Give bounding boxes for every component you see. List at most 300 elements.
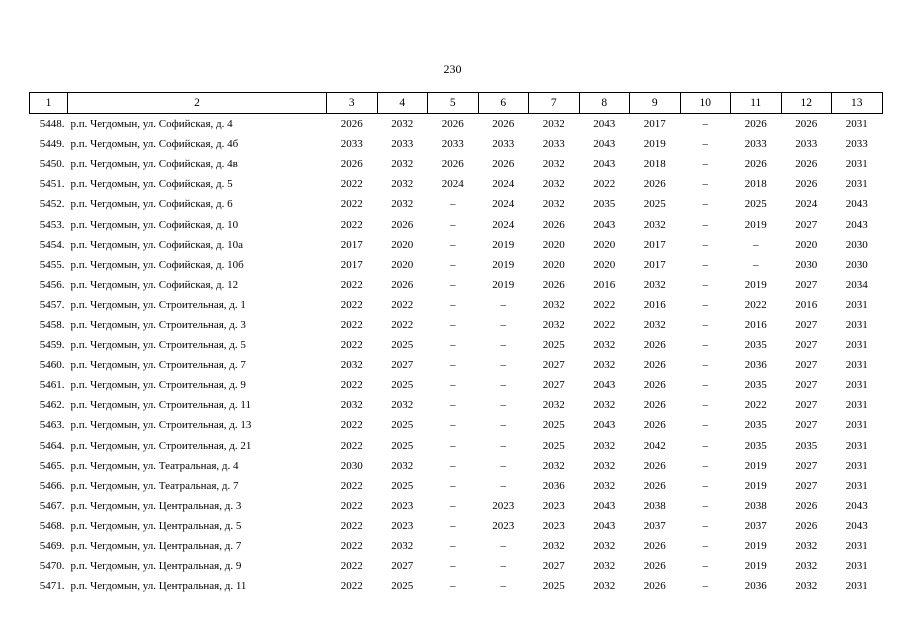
row-number-cell: 5462. [39, 399, 65, 412]
year-cell: 2032 [593, 560, 616, 573]
year-cell: 2036 [744, 580, 767, 593]
year-cell: – [702, 499, 708, 512]
year-cell: – [450, 379, 456, 392]
year-cell: 2035 [744, 339, 767, 352]
year-cell: 2019 [492, 238, 515, 251]
row-number-cell: 5469. [39, 540, 65, 553]
year-cell: 2017 [643, 118, 666, 131]
row-number-cell: 5465. [39, 459, 65, 472]
year-cell: 2026 [492, 118, 515, 131]
address-cell: р.п. Чегдомын, ул. Строительная, д. 5 [70, 339, 246, 352]
table-row [30, 174, 883, 194]
year-cell: 2026 [643, 540, 666, 553]
year-cell: 2033 [492, 138, 515, 151]
year-cell: 2031 [845, 298, 868, 311]
year-cell: 2022 [340, 519, 363, 532]
year-cell: 2025 [391, 439, 414, 452]
row-number-cell: 5453. [39, 218, 65, 231]
column-header: 2 [68, 93, 327, 114]
year-cell: 2032 [795, 540, 818, 553]
year-cell: 2030 [795, 258, 818, 271]
row-number-cell: 5459. [39, 339, 65, 352]
year-cell: 2032 [542, 318, 565, 331]
year-cell: – [702, 540, 708, 553]
year-cell: 2022 [593, 298, 616, 311]
year-cell: 2030 [845, 258, 868, 271]
year-cell: 2027 [795, 318, 818, 331]
year-cell: 2043 [845, 519, 868, 532]
year-cell: – [753, 258, 759, 271]
year-cell: 2032 [593, 399, 616, 412]
year-cell: – [500, 399, 506, 412]
year-cell: 2026 [643, 178, 666, 191]
row-number-cell: 5448. [39, 118, 65, 131]
table-row [30, 154, 883, 174]
year-cell: 2023 [391, 499, 414, 512]
year-cell: 2033 [391, 138, 414, 151]
address-cell: р.п. Чегдомын, ул. Центральная, д. 3 [70, 499, 242, 512]
year-cell: 2026 [643, 580, 666, 593]
year-cell: – [450, 519, 456, 532]
address-cell: р.п. Чегдомын, ул. Театральная, д. 7 [70, 479, 239, 492]
year-cell: 2017 [643, 258, 666, 271]
year-cell: 2043 [593, 519, 616, 532]
year-cell: 2043 [593, 419, 616, 432]
year-cell: – [702, 258, 708, 271]
year-cell: 2016 [643, 298, 666, 311]
year-cell: 2032 [593, 439, 616, 452]
address-cell: р.п. Чегдомын, ул. Строительная, д. 9 [70, 379, 246, 392]
year-cell: 2031 [845, 560, 868, 573]
year-cell: 2026 [492, 158, 515, 171]
column-header: 7 [529, 93, 580, 114]
year-cell: 2027 [795, 339, 818, 352]
year-cell: 2020 [542, 238, 565, 251]
table-row [30, 476, 883, 496]
year-cell: 2031 [845, 439, 868, 452]
year-cell: 2022 [593, 318, 616, 331]
year-cell: 2019 [744, 479, 767, 492]
address-cell: р.п. Чегдомын, ул. Строительная, д. 7 [70, 359, 246, 372]
year-cell: 2043 [845, 218, 868, 231]
table-body [30, 114, 883, 597]
year-cell: – [450, 419, 456, 432]
column-header: 12 [781, 93, 832, 114]
year-cell: 2024 [492, 178, 515, 191]
year-cell: 2037 [643, 519, 666, 532]
column-header: 13 [832, 93, 883, 114]
row-number-cell: 5470. [39, 560, 65, 573]
year-cell: 2032 [593, 479, 616, 492]
row-number-cell: 5464. [39, 439, 65, 452]
year-cell: – [702, 178, 708, 191]
year-cell: 2026 [340, 118, 363, 131]
year-cell: 2032 [542, 459, 565, 472]
year-cell: 2033 [542, 138, 565, 151]
year-cell: 2032 [391, 178, 414, 191]
year-cell: 2016 [593, 278, 616, 291]
year-cell: 2022 [340, 499, 363, 512]
year-cell: 2020 [391, 238, 414, 251]
year-cell: 2043 [593, 118, 616, 131]
column-header: 1 [30, 93, 68, 114]
year-cell: 2019 [744, 218, 767, 231]
year-cell: 2026 [441, 118, 464, 131]
year-cell: 2022 [340, 339, 363, 352]
year-cell: 2031 [845, 399, 868, 412]
year-cell: – [753, 238, 759, 251]
address-cell: р.п. Чегдомын, ул. Центральная, д. 5 [70, 519, 242, 532]
year-cell: 2030 [845, 238, 868, 251]
year-cell: 2022 [744, 298, 767, 311]
year-cell: 2027 [795, 379, 818, 392]
year-cell: 2031 [845, 339, 868, 352]
year-cell: 2031 [845, 580, 868, 593]
address-cell: р.п. Чегдомын, ул. Софийская, д. 10б [70, 258, 244, 271]
year-cell: 2020 [391, 258, 414, 271]
table-row [30, 516, 883, 536]
year-cell: – [500, 379, 506, 392]
year-cell: 2032 [542, 399, 565, 412]
row-number-cell: 5455. [39, 258, 65, 271]
address-cell: р.п. Чегдомын, ул. Театральная, д. 4 [70, 459, 239, 472]
row-number-cell: 5452. [39, 198, 65, 211]
table-row [30, 355, 883, 375]
year-cell: 2025 [542, 419, 565, 432]
year-cell: 2022 [391, 298, 414, 311]
year-cell: 2026 [744, 158, 767, 171]
year-cell: – [500, 359, 506, 372]
page-number: 230 [443, 62, 462, 76]
year-cell: 2038 [744, 499, 767, 512]
year-cell: 2020 [542, 258, 565, 271]
year-cell: – [450, 459, 456, 472]
year-cell: 2025 [744, 198, 767, 211]
year-cell: – [702, 479, 708, 492]
row-number-cell: 5450. [39, 158, 65, 171]
column-header: 3 [327, 93, 378, 114]
year-cell: – [450, 359, 456, 372]
year-cell: 2019 [744, 560, 767, 573]
address-cell: р.п. Чегдомын, ул. Софийская, д. 10 [70, 218, 239, 231]
column-header: 10 [680, 93, 731, 114]
year-cell: 2024 [795, 198, 818, 211]
address-cell: р.п. Чегдомын, ул. Центральная, д. 9 [70, 560, 242, 573]
address-cell: р.п. Чегдомын, ул. Софийская, д. 4б [70, 138, 239, 151]
year-cell: 2020 [593, 258, 616, 271]
table-row [30, 496, 883, 516]
row-number-cell: 5471. [39, 580, 65, 593]
year-cell: 2032 [643, 278, 666, 291]
row-number-cell: 5458. [39, 318, 65, 331]
year-cell: 2026 [441, 158, 464, 171]
row-number-cell: 5461. [39, 379, 65, 392]
year-cell: 2027 [795, 359, 818, 372]
year-cell: – [702, 158, 708, 171]
year-cell: – [702, 519, 708, 532]
column-header: 4 [377, 93, 428, 114]
year-cell: 2025 [391, 379, 414, 392]
table-row [30, 114, 883, 135]
year-cell: 2031 [845, 318, 868, 331]
year-cell: 2017 [340, 238, 363, 251]
year-cell: 2032 [391, 540, 414, 553]
year-cell: 2034 [845, 278, 868, 291]
address-cell: р.п. Чегдомын, ул. Софийская, д. 10а [70, 238, 243, 251]
table-row [30, 315, 883, 335]
year-cell: 2023 [492, 499, 515, 512]
year-cell: – [450, 278, 456, 291]
table-row [30, 456, 883, 476]
year-cell: – [702, 359, 708, 372]
year-cell: 2033 [441, 138, 464, 151]
year-cell: 2023 [391, 519, 414, 532]
year-cell: 2032 [391, 198, 414, 211]
year-cell: – [500, 540, 506, 553]
year-cell: – [702, 218, 708, 231]
table-row [30, 295, 883, 315]
year-cell: 2026 [340, 158, 363, 171]
year-cell: – [702, 138, 708, 151]
table-row [30, 235, 883, 255]
address-cell: р.п. Чегдомын, ул. Строительная, д. 3 [70, 318, 246, 331]
table-row [30, 576, 883, 596]
table-row [30, 436, 883, 456]
column-header: 11 [731, 93, 782, 114]
year-cell: 2038 [643, 499, 666, 512]
year-cell: 2025 [391, 339, 414, 352]
year-cell: – [450, 399, 456, 412]
column-header: 9 [630, 93, 681, 114]
year-cell: – [702, 580, 708, 593]
row-number-cell: 5457. [39, 298, 65, 311]
year-cell: 2026 [542, 278, 565, 291]
year-cell: – [450, 198, 456, 211]
year-cell: 2035 [795, 439, 818, 452]
row-number-cell: 5456. [39, 278, 65, 291]
year-cell: 2031 [845, 479, 868, 492]
year-cell: 2033 [744, 138, 767, 151]
year-cell: – [450, 238, 456, 251]
row-number-cell: 5451. [39, 178, 65, 191]
year-cell: 2018 [643, 158, 666, 171]
year-cell: 2027 [795, 419, 818, 432]
address-cell: р.п. Чегдомын, ул. Строительная, д. 1 [70, 298, 246, 311]
row-number-cell: 5454. [39, 238, 65, 251]
year-cell: 2032 [643, 318, 666, 331]
year-cell: 2031 [845, 419, 868, 432]
year-cell: 2026 [744, 118, 767, 131]
year-cell: 2031 [845, 459, 868, 472]
table-row [30, 556, 883, 576]
year-cell: – [450, 318, 456, 331]
year-cell: 2019 [744, 540, 767, 553]
address-cell: р.п. Чегдомын, ул. Строительная, д. 21 [70, 439, 252, 452]
year-cell: 2032 [795, 560, 818, 573]
year-cell: – [702, 238, 708, 251]
row-number-cell: 5466. [39, 479, 65, 492]
year-cell: 2022 [340, 540, 363, 553]
year-cell: 2022 [340, 379, 363, 392]
year-cell: 2043 [845, 198, 868, 211]
year-cell: 2026 [643, 399, 666, 412]
year-cell: 2031 [845, 118, 868, 131]
year-cell: 2043 [593, 379, 616, 392]
year-cell: 2020 [795, 238, 818, 251]
address-cell: р.п. Чегдомын, ул. Центральная, д. 11 [70, 580, 247, 593]
year-cell: 2031 [845, 178, 868, 191]
year-cell: 2019 [744, 278, 767, 291]
year-cell: 2023 [542, 499, 565, 512]
year-cell: 2022 [340, 318, 363, 331]
year-cell: 2022 [340, 479, 363, 492]
year-cell: 2022 [340, 278, 363, 291]
table-row [30, 275, 883, 295]
year-cell: 2032 [593, 580, 616, 593]
year-cell: 2026 [643, 339, 666, 352]
column-header: 6 [478, 93, 529, 114]
year-cell: 2033 [340, 138, 363, 151]
year-cell: 2026 [643, 379, 666, 392]
row-number-cell: 5460. [39, 359, 65, 372]
year-cell: 2033 [795, 138, 818, 151]
year-cell: – [450, 439, 456, 452]
year-cell: 2026 [795, 178, 818, 191]
year-cell: 2036 [744, 359, 767, 372]
year-cell: – [450, 479, 456, 492]
row-number-cell: 5463. [39, 419, 65, 432]
year-cell: 2025 [391, 479, 414, 492]
year-cell: 2019 [744, 459, 767, 472]
year-cell: 2025 [643, 198, 666, 211]
repair-schedule-table [29, 92, 883, 596]
year-cell: 2032 [542, 198, 565, 211]
year-cell: – [450, 339, 456, 352]
year-cell: – [450, 560, 456, 573]
row-number-cell: 5468. [39, 519, 65, 532]
table-row [30, 536, 883, 556]
year-cell: 2032 [542, 158, 565, 171]
table-row [30, 255, 883, 275]
year-cell: – [500, 459, 506, 472]
year-cell: 2027 [795, 218, 818, 231]
year-cell: 2043 [593, 499, 616, 512]
year-cell: – [702, 399, 708, 412]
year-cell: – [500, 339, 506, 352]
year-cell: 2026 [542, 218, 565, 231]
year-cell: 2018 [744, 178, 767, 191]
year-cell: – [450, 540, 456, 553]
year-cell: 2016 [795, 298, 818, 311]
table-row [30, 214, 883, 234]
year-cell: 2032 [643, 218, 666, 231]
year-cell: 2026 [795, 519, 818, 532]
table-row [30, 134, 883, 154]
year-cell: 2023 [492, 519, 515, 532]
year-cell: 2022 [340, 560, 363, 573]
year-cell: 2032 [542, 178, 565, 191]
year-cell: – [500, 439, 506, 452]
year-cell: 2043 [845, 499, 868, 512]
year-cell: 2022 [391, 318, 414, 331]
year-cell: 2032 [542, 298, 565, 311]
year-cell: 2032 [593, 359, 616, 372]
year-cell: – [702, 339, 708, 352]
year-cell: – [702, 560, 708, 573]
year-cell: – [702, 298, 708, 311]
year-cell: – [500, 318, 506, 331]
year-cell: 2026 [643, 419, 666, 432]
year-cell: 2035 [593, 198, 616, 211]
year-cell: 2042 [643, 439, 666, 452]
year-cell: 2016 [744, 318, 767, 331]
year-cell: 2026 [795, 499, 818, 512]
year-cell: – [702, 379, 708, 392]
table-header-row [30, 93, 883, 114]
year-cell: – [702, 318, 708, 331]
year-cell: 2024 [492, 198, 515, 211]
address-cell: р.п. Чегдомын, ул. Софийская, д. 4в [70, 158, 238, 171]
year-cell: 2025 [542, 580, 565, 593]
year-cell: – [702, 118, 708, 131]
year-cell: 2019 [492, 258, 515, 271]
year-cell: 2022 [340, 218, 363, 231]
year-cell: 2030 [340, 459, 363, 472]
year-cell: 2027 [795, 459, 818, 472]
year-cell: 2025 [542, 339, 565, 352]
address-cell: р.п. Чегдомын, ул. Строительная, д. 11 [70, 399, 251, 412]
year-cell: 2022 [744, 399, 767, 412]
year-cell: 2027 [795, 479, 818, 492]
year-cell: – [500, 560, 506, 573]
column-header: 8 [579, 93, 630, 114]
year-cell: – [500, 580, 506, 593]
year-cell: 2026 [795, 158, 818, 171]
year-cell: 2027 [542, 560, 565, 573]
table-row [30, 415, 883, 435]
year-cell: – [450, 258, 456, 271]
year-cell: 2019 [492, 278, 515, 291]
year-cell: 2031 [845, 158, 868, 171]
address-cell: р.п. Чегдомын, ул. Софийская, д. 4 [70, 118, 233, 131]
year-cell: 2031 [845, 379, 868, 392]
year-cell: 2025 [391, 580, 414, 593]
year-cell: 2026 [643, 479, 666, 492]
year-cell: 2026 [643, 560, 666, 573]
year-cell: 2017 [643, 238, 666, 251]
year-cell: 2027 [391, 560, 414, 573]
year-cell: 2032 [593, 339, 616, 352]
year-cell: 2027 [542, 379, 565, 392]
year-cell: 2026 [391, 218, 414, 231]
address-cell: р.п. Чегдомын, ул. Софийская, д. 6 [70, 198, 233, 211]
year-cell: 2022 [340, 439, 363, 452]
year-cell: 2032 [391, 118, 414, 131]
year-cell: 2035 [744, 439, 767, 452]
year-cell: – [702, 419, 708, 432]
year-cell: 2037 [744, 519, 767, 532]
year-cell: 2024 [492, 218, 515, 231]
year-cell: 2036 [542, 479, 565, 492]
year-cell: – [450, 499, 456, 512]
year-cell: 2032 [593, 540, 616, 553]
year-cell: 2033 [845, 138, 868, 151]
year-cell: 2031 [845, 359, 868, 372]
year-cell: 2032 [593, 459, 616, 472]
year-cell: 2032 [391, 459, 414, 472]
year-cell: – [702, 198, 708, 211]
year-cell: 2017 [340, 258, 363, 271]
